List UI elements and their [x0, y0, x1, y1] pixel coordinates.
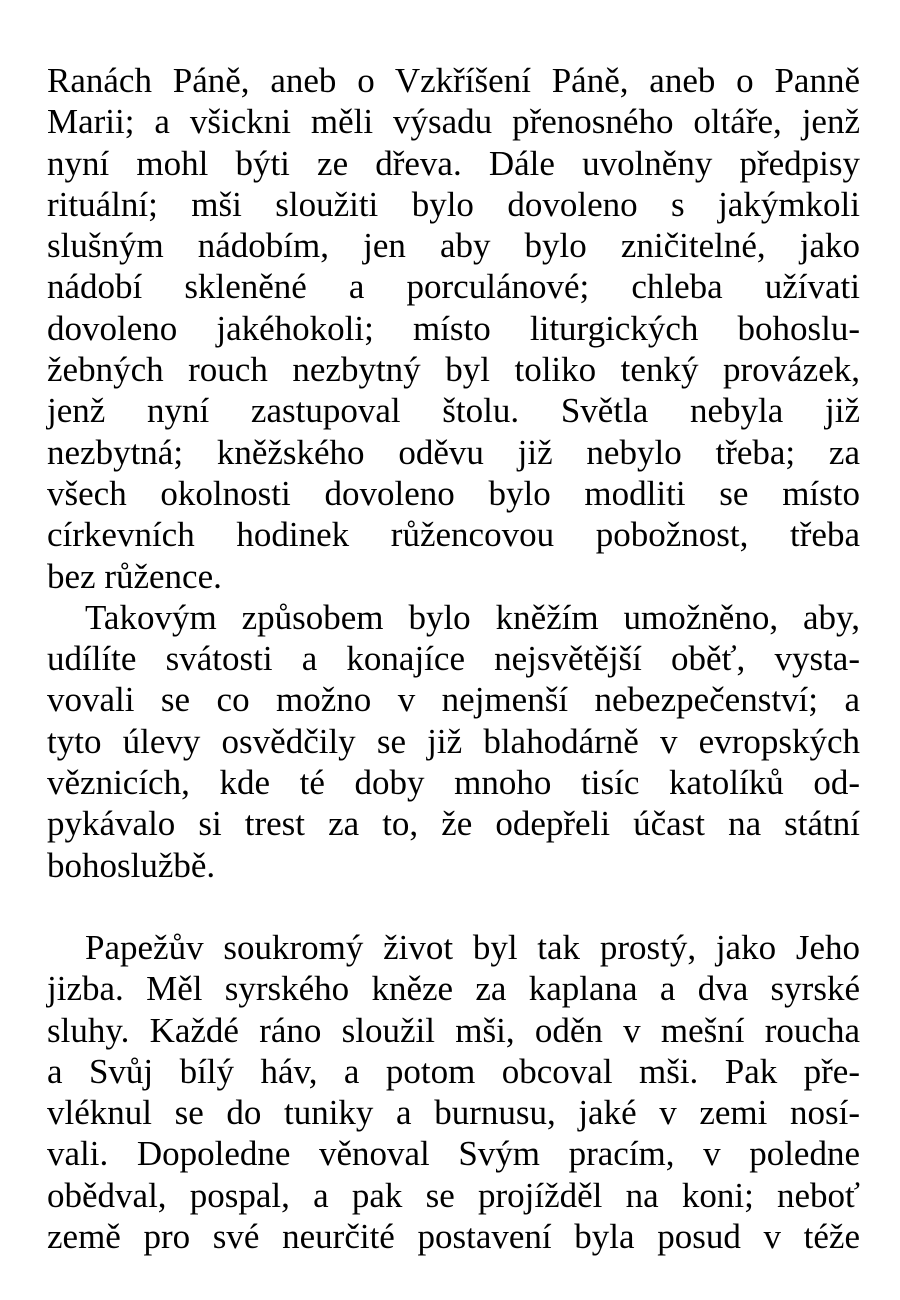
text-line: církevních hodinek růžencovou pobožnost, třeba: [47, 515, 860, 555]
text-line: nezbytná; kněžského oděvu již nebylo třeba; za: [47, 432, 860, 472]
text-line: Marii; a všickni měli výsadu přenosného oltáře, jenž: [47, 102, 860, 142]
text-line: obědval, pospal, a pak se projížděl na koni; neboť: [47, 1175, 860, 1215]
paragraph-3: [47, 927, 860, 1257]
text-line: pykávalo si trest za to, že odepřeli účast na státní: [47, 804, 860, 844]
text-line: dovoleno jakéhokoli; místo liturgických bohoslu-: [47, 308, 860, 348]
text-line: a Svůj bílý háv, a potom obcoval mši. Pak pře-: [47, 1051, 860, 1091]
text-line: země pro své neurčité postavení byla posud v téže: [47, 1217, 860, 1257]
text-line: tyto úlevy osvědčily se již blahodárně v evropských: [47, 721, 860, 761]
text-line: bohoslužbě.: [47, 845, 216, 885]
text-line: nyní mohl býti ze dřeva. Dále uvolněny předpisy: [47, 143, 860, 183]
paragraph-1: [47, 60, 860, 597]
text-line: jizba. Měl syrského kněze za kaplana a dva syrské: [47, 969, 860, 1009]
paragraph-2: [47, 597, 860, 886]
text-line: sluhy. Každé ráno sloužil mši, oděn v mešní roucha: [47, 1010, 860, 1050]
text-line: Ranách Páně, aneb o Vzkříšení Páně, aneb o Panně: [47, 61, 860, 100]
text-line: bez růžence.: [47, 556, 222, 596]
text-line: Papežův soukromý život byl tak prostý, jako Jeho: [85, 927, 860, 967]
text-line: vléknul se do tuniky a burnusu, jaké v zemi nosí-: [47, 1093, 860, 1133]
paragraph-gap: [47, 886, 860, 927]
text-line: žebných rouch nezbytný byl toliko tenký provázek,: [47, 350, 860, 390]
text-line: nádobí skleněné a porculánové; chleba užívati: [47, 267, 860, 307]
text-line: jenž nyní zastupoval štolu. Světla nebyla již: [47, 391, 860, 431]
text-line: vovali se co možno v nejmenší nebezpečenství; a: [47, 680, 860, 720]
text-line: vali. Dopoledne věnoval Svým pracím, v poledne: [47, 1134, 860, 1174]
text-line: udílíte svátosti a konajíce nejsvětější oběť, vysta-: [47, 639, 860, 679]
text-line: Takovým způsobem bylo kněžím umožněno, aby,: [85, 597, 860, 637]
text-line: věznicích, kde té doby mnoho tisíc katolíků od-: [47, 763, 860, 803]
text-line: slušným nádobím, jen aby bylo zničitelné, jako: [47, 226, 860, 266]
text-line: všech okolnosti dovoleno bylo modliti se místo: [47, 473, 860, 513]
text-line: rituální; mši sloužiti bylo dovoleno s jakýmkoli: [47, 184, 860, 224]
